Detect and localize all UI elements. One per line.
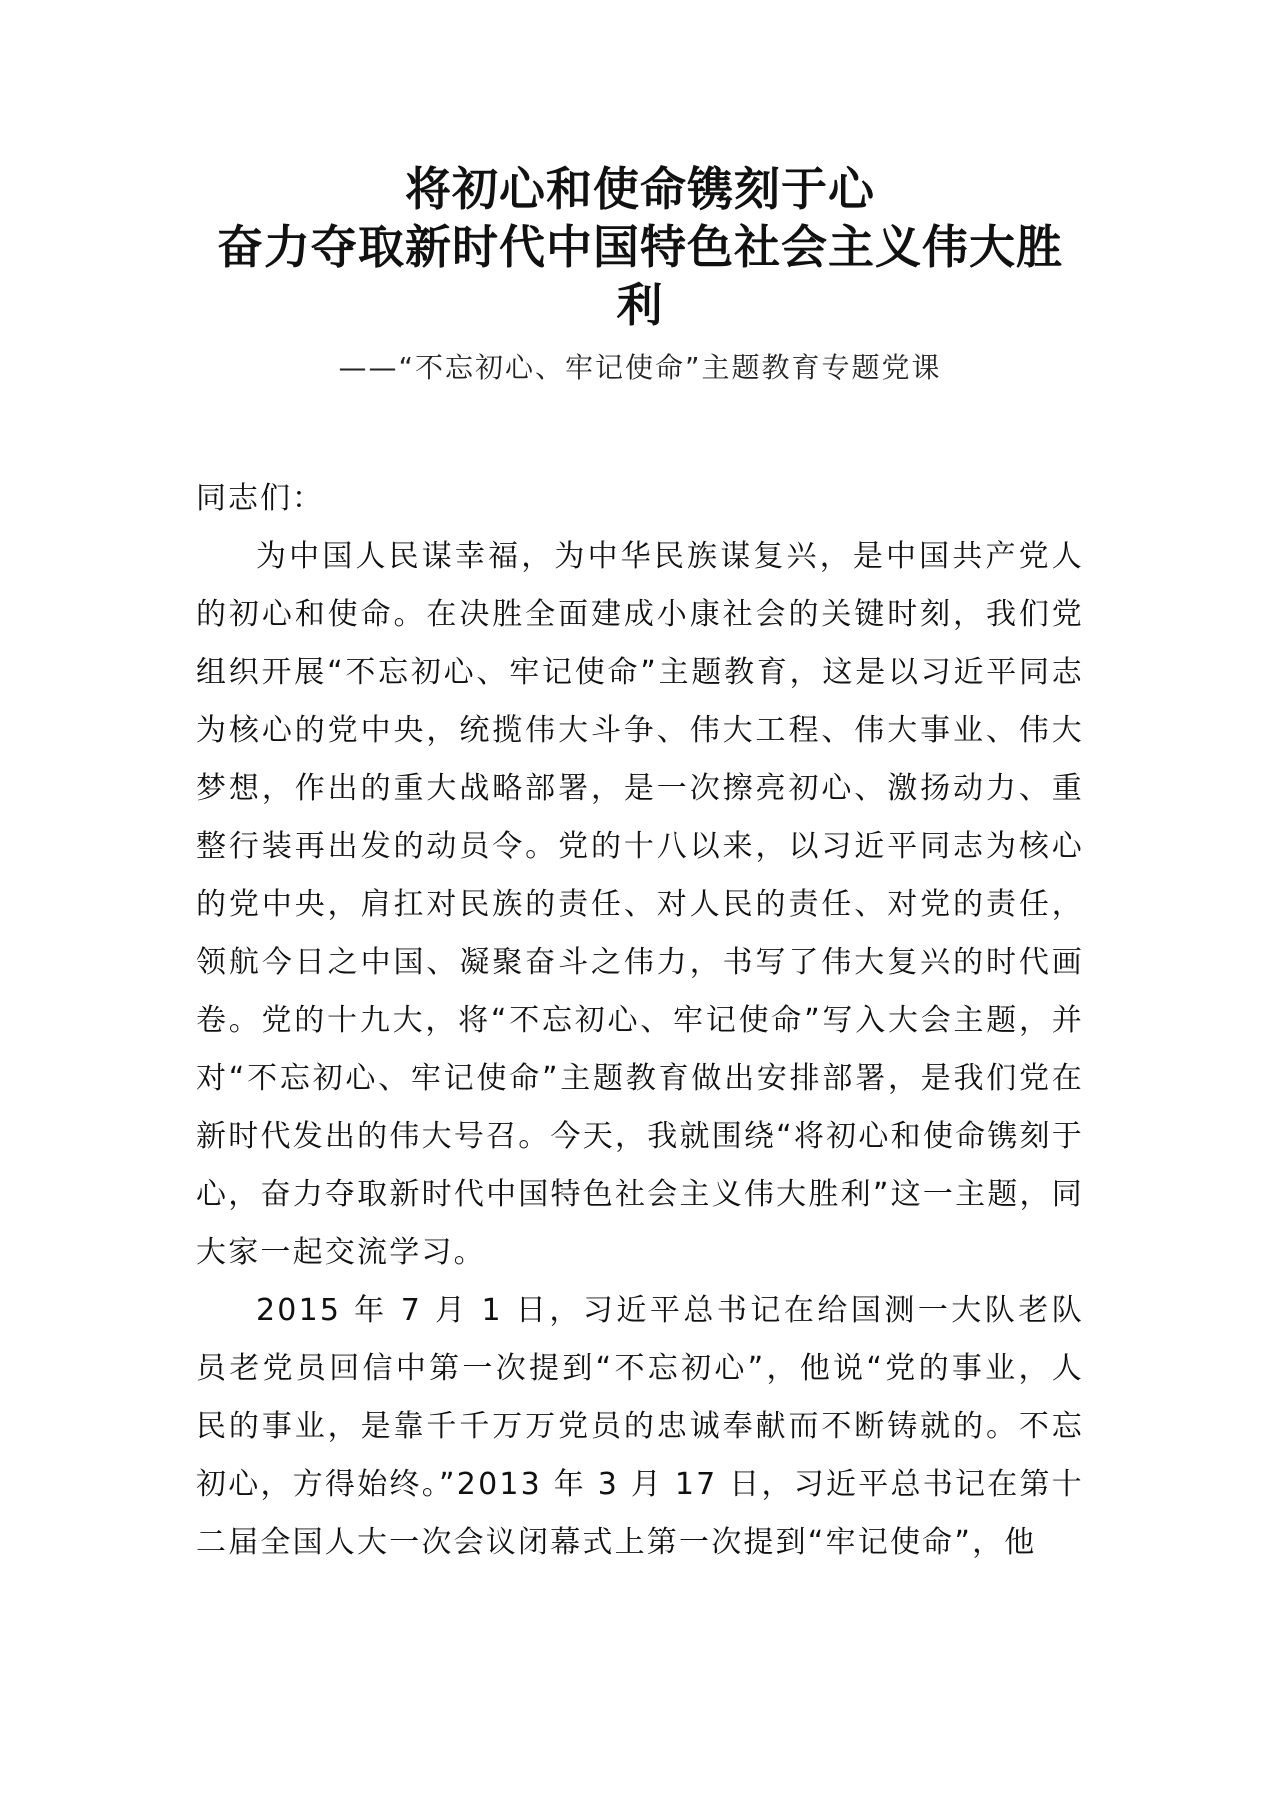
title-line-2: 奋力夺取新时代中国特色社会主义伟大胜 <box>217 220 1063 274</box>
subtitle: ——“不忘初心、牢记使命”主题教育专题党课 <box>338 351 942 384</box>
paragraph-2: 2015 年 7 月 1 日，习近平总书记在给国测一大队老队员老党员回信中第一次提到“不忘初心”，他说“党的事业，人民的事业，是靠千千万万党员的忠诚奉献而不断铸就的。不忘初心，方得始终。”2013 年 3 月 17 日，习近平总书记在第十二届全国人大一次会议闭幕式上第一次提到“牢记使命”，他 <box>196 1293 1084 1560</box>
paragraph-1: 为中国人民谋幸福，为中华民族谋复兴，是中国共产党人的初心和使命。在决胜全面建成小康社会的关键时刻，我们党组织开展“不忘初心、牢记使命”主题教育，这是以习近平同志为核心的党中央，统揽伟大斗争、伟大工程、伟大事业、伟大梦想，作出的重大战略部署，是一次擦亮初心、激扬动力、重整行装再出发的动员令。党的十八以来，以习近平同志为核心的党中央，肩扛对民族的责任、对人民的责任、对党的责任，领航今日之中国、凝聚奋斗之伟力，书写了伟大复兴的时代画卷。党的十九大，将“不忘初心、牢记使命”写入大会主题，并对“不忘初心、牢记使命”主题教育做出安排部署，是我们党在新时代发出的伟大号召。今天，我就围绕“将初心和使命镌刻于心，奋力夺取新时代中国特色社会主义伟大胜利”这一主题，同大家一起交流学习。 <box>196 539 1084 1270</box>
title-block <box>190 160 1090 388</box>
body-text <box>196 470 1084 1572</box>
title-line-3: 利 <box>616 278 664 332</box>
salutation: 同志们： <box>196 481 324 516</box>
title-line-1: 将初心和使命镌刻于心 <box>405 162 875 216</box>
